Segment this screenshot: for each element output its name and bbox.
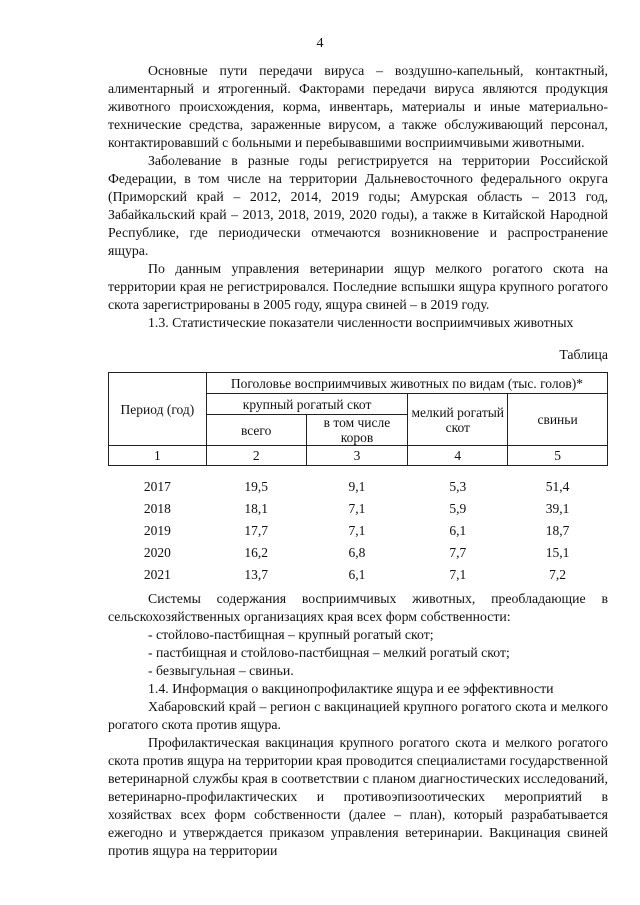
table-row <box>109 538 608 560</box>
column-number: 4 <box>408 446 508 466</box>
value-cell: 19,5 <box>244 479 268 494</box>
paragraph-vet-data: По данным управления ветеринарии ящур мелкого рогатого скота на территории края не регистрировался. Последние вспышки ящура крупного рогатого скота зарегистрированы в 2005 году, ящура свиней – в 2019 году. <box>108 261 608 312</box>
group-header: Поголовье восприимчивых животных по видам (тыс. голов)* <box>206 373 607 394</box>
value-cell: 7,2 <box>549 567 567 582</box>
value-cell: 5,3 <box>449 479 467 494</box>
value-cell: 18,1 <box>244 501 268 516</box>
column-number: 5 <box>508 446 608 466</box>
table-caption: Таблица <box>559 347 608 362</box>
column-number: 3 <box>306 446 408 466</box>
pigs-header: свиньи <box>508 394 608 446</box>
value-cell: 6,1 <box>449 523 467 538</box>
period-header: Период (год) <box>109 373 207 446</box>
value-cell: 9,1 <box>348 479 366 494</box>
livestock-table <box>108 372 608 582</box>
table-row <box>109 466 608 495</box>
value-cell: 51,4 <box>545 479 570 494</box>
year-cell: 2020 <box>143 545 171 560</box>
list-item: - пастбищная и стойлово-пастбищная – мелкий рогатый скот; <box>148 645 510 660</box>
page-number: 4 <box>316 36 324 51</box>
cows-header: в том числе коров <box>306 415 408 446</box>
table-row <box>109 516 608 538</box>
value-cell: 7,1 <box>449 567 467 582</box>
value-cell: 6,1 <box>348 567 366 582</box>
value-cell: 7,1 <box>348 501 366 516</box>
section-heading-1-4: 1.4. Информация о вакцинопрофилактике ящура и ее эффективности <box>148 681 554 696</box>
list-item: - стойлово-пастбищная – крупный рогатый скот; <box>148 627 434 642</box>
value-cell: 16,2 <box>244 545 268 560</box>
value-cell: 39,1 <box>545 501 570 516</box>
year-cell: 2021 <box>143 567 171 582</box>
paragraph-registration: Заболевание в разные годы регистрируется на территории Российской Федерации, в том числе на территории Дальневосточного федерального округа (Приморский край – 2012, 2014, 2019 годы; Амурская область – 2013 год, Забайкальский край – 2013, 2018, 2019, 2020 годы), а также в Китайской Народной Республике, где периодически отмечаются возникновение и распространение ящура. <box>108 153 608 258</box>
value-cell: 7,1 <box>348 523 366 538</box>
value-cell: 15,1 <box>545 545 570 560</box>
paragraph-systems: Системы содержания восприимчивых животных, преобладающие в сельскохозяйственных организациях края всех форм собственности: <box>108 591 608 624</box>
paragraph-region: Хабаровский край – регион с вакцинацией крупного рогатого скота и мелкого рогатого скота против ящура. <box>108 699 608 732</box>
paragraph-transmission: Основные пути передачи вируса – воздушно-капельный, контактный, алиментарный и ятрогенный. Факторами передачи вируса являются продукция животного происхождения, корма, инвентарь, материалы и иные материально-технические средства, зараженные вирусом, а также обслуживающий персонал, контактировавший с больными и перебывавшими восприимчивыми животными. <box>108 63 608 150</box>
value-cell: 6,8 <box>348 545 366 560</box>
list-item: - безвыгульная – свиньи. <box>148 663 294 678</box>
value-cell: 13,7 <box>244 567 268 582</box>
section-heading-1-3: 1.3. Статистические показатели численности восприимчивых животных <box>148 315 574 330</box>
year-cell: 2017 <box>143 479 171 494</box>
value-cell: 17,7 <box>244 523 268 538</box>
column-number: 1 <box>109 446 207 466</box>
column-number: 2 <box>206 446 306 466</box>
year-cell: 2018 <box>143 501 171 516</box>
small-cattle-header: мелкий рогатый скот <box>408 394 508 446</box>
value-cell: 5,9 <box>449 501 467 516</box>
table-row <box>109 494 608 516</box>
year-cell: 2019 <box>143 523 171 538</box>
value-cell: 7,7 <box>449 545 467 560</box>
value-cell: 18,7 <box>545 523 570 538</box>
total-header: всего <box>206 415 306 446</box>
cattle-header: крупный рогатый скот <box>206 394 408 415</box>
text-after-table <box>108 590 608 860</box>
paragraph-vaccination: Профилактическая вакцинация крупного рогатого скота и мелкого рогатого скота против ящура на территории края проводится специалистами государственной ветеринарной службы края в соответствии с планом диагностических исследований, ветеринарно-профилактических и противоэпизоотических мероприятий в хозяйствах всех форм собственности (далее – план), который разрабатывается ежегодно и утверждается приказом управления ветеринарии. Вакцинация свиней против ящура на территории <box>108 735 608 858</box>
document-body <box>108 62 608 860</box>
table-row <box>109 560 608 582</box>
